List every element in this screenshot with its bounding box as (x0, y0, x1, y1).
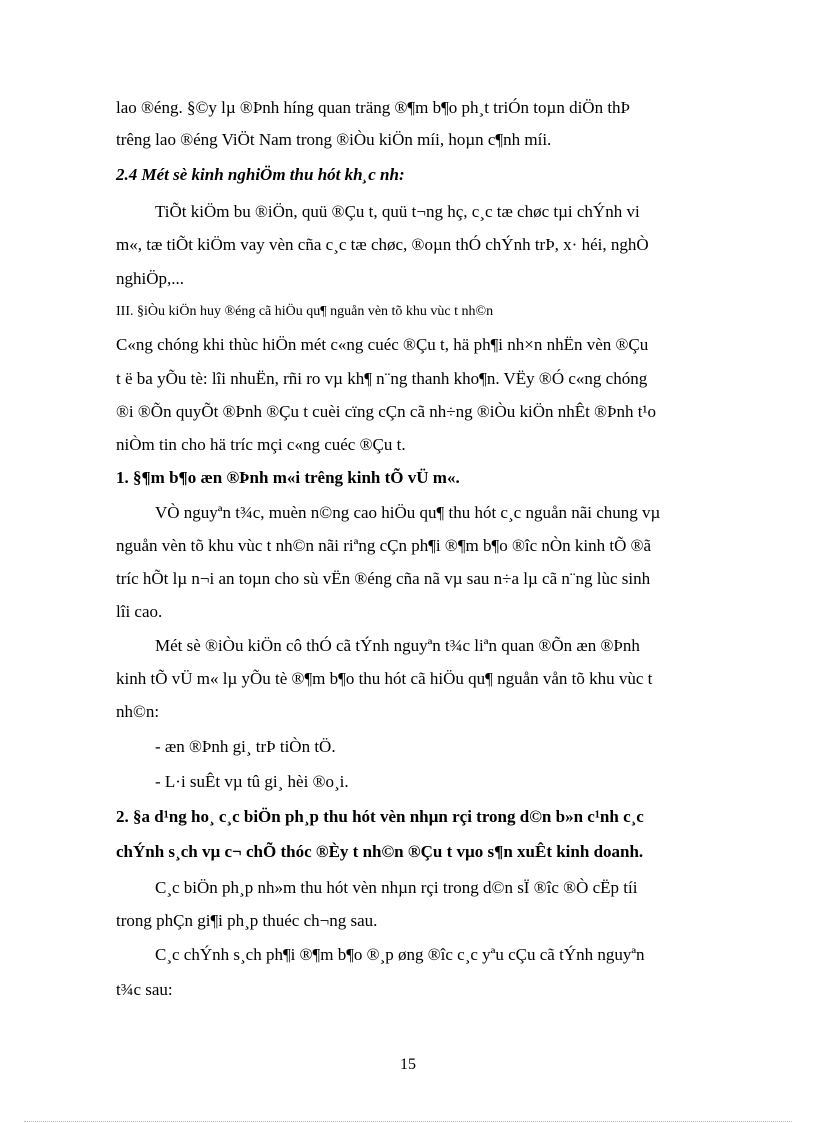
paragraph-line: VÒ nguyªn t¾c, muèn n©ng cao hiÖu qu¶ thu hót c¸c nguån nãi chung vµ (155, 503, 661, 522)
paragraph-line: trong phÇn gi¶i ph¸p thuéc ch¬ng sau. (116, 911, 378, 930)
page-bottom-divider (24, 1121, 792, 1122)
paragraph-line: trêng lao ®éng ViÖt Nam trong ®iÒu kiÖn míi, hoµn c¶nh míi. (116, 130, 552, 149)
section-heading: 2. §a d¹ng ho¸ c¸c biÖn ph¸p thu hót vèn nhµn rçi trong d©n b»n c¹nh c¸c (116, 807, 644, 826)
page-number: 15 (400, 1056, 416, 1073)
paragraph-line: t ë ba yÕu tè: lîi nhuËn, rñi ro vµ kh¶ n¨ng thanh kho¶n. VËy ®Ó c«ng chóng (116, 369, 648, 388)
paragraph-line: niÒm tin cho hä tríc mçi c«ng cuéc ®Çu t. (116, 435, 406, 454)
section-heading: 2.4 Mét sè kinh nghiÖm thu hót kh¸c nh: (116, 165, 405, 184)
section-heading: chÝnh s¸ch vµ c¬ chÕ thóc ®Èy t nh©n ®Çu t vµo s¶n xuÊt kinh doanh. (116, 842, 644, 861)
list-item: - L·i suÊt vµ tû gi¸ hèi ®o¸i. (155, 772, 349, 791)
paragraph-line: ®i ®Õn quyÕt ®Þnh ®Çu t cuèi cïng cÇn cã nh÷ng ®iÒu kiÖn nhÊt ®Þnh t¹o (116, 402, 657, 421)
paragraph-line: C«ng chóng khi thùc hiÖn mét c«ng cuéc ®Çu t, hä ph¶i nh×n nhËn vèn ®Çu (116, 335, 649, 354)
paragraph-line: t¾c sau: (116, 980, 173, 999)
paragraph-line: lîi cao. (116, 602, 163, 621)
paragraph-line: m«, tæ tiÕt kiÖm vay vèn cña c¸c tæ chøc, ®oµn thÓ chÝnh trÞ, x· héi, nghÒ (116, 235, 649, 254)
section-heading: 1. §¶m b¶o æn ®Þnh m«i trêng kinh tÕ vÜ m«. (116, 468, 460, 487)
paragraph-line: nghiÖp,... (116, 269, 184, 288)
paragraph-line: nh©n: (116, 702, 160, 721)
paragraph-line: tríc hÕt lµ n¬i an toµn cho sù vËn ®éng cña nã vµ sau n÷a lµ cã n¨ng lùc sinh (116, 569, 651, 588)
paragraph-line: kinh tÕ vÜ m« lµ yÕu tè ®¶m b¶o thu hót cã hiÖu qu¶ nguån vån tõ khu vùc t (116, 669, 653, 688)
paragraph-line: Mét sè ®iÒu kiÖn cô thÓ cã tÝnh nguyªn t¾c liªn quan ®Õn æn ®Þnh (155, 636, 640, 655)
paragraph-line: C¸c chÝnh s¸ch ph¶i ®¶m b¶o ®¸p øng ®îc c¸c yªu cÇu cã tÝnh nguyªn (155, 945, 645, 964)
paragraph-line: nguån vèn tõ khu vùc t nh©n nãi riªng cÇn ph¶i ®¶m b¶o ®îc nÒn kinh tÕ ®ã (116, 536, 652, 555)
paragraph-line: lao ®éng. §©y lµ ®Þnh híng quan träng ®¶m b¶o ph¸t triÓn toµn diÖn thÞ (116, 98, 630, 117)
list-item: - æn ®Þnh gi¸ trÞ tiÒn tÖ. (155, 737, 336, 756)
paragraph-line: TiÕt kiÖm bu ®iÖn, quü ®Çu t, quü t¬ng hç, c¸c tæ chøc tµi chÝnh vi (155, 202, 640, 221)
paragraph-line: C¸c biÖn ph¸p nh»m thu hót vèn nhµn rçi trong d©n sÏ ®îc ®Ò cËp tíi (155, 878, 638, 897)
section-heading: III. §iÒu kiÖn huy ®éng cã hiÖu qu¶ nguån vèn tõ khu vùc t nh©n (116, 304, 494, 319)
